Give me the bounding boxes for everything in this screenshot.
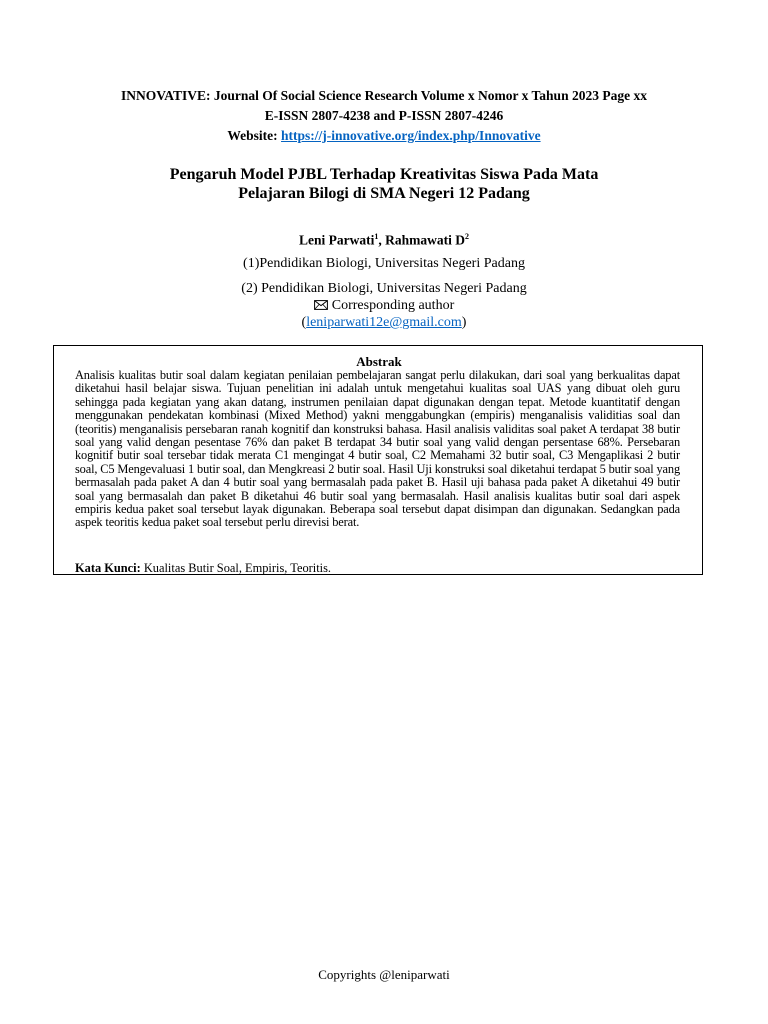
journal-header [0,86,768,146]
corresponding-author-label: Corresponding author [331,298,455,313]
abstract-body: Analisis kualitas butir soal dalam kegiatan penilaian pembelajaran sangat perlu dilakukan, dari soal yang berkualitas dapat diketahui hasil belajar siswa. Tujuan penelitian ini adalah untuk mengetahui kualitas soal UAS yang dibuat oleh guru sehingga pada kegiatan yang akan datang, instrumen penilaian dapat digunakan dengan tepat. Metode kuantitatif dengan menggunakan pendekatan kombinasi (Mixed Method) yakni menggabungkan (empiris) menganalisis validitias soal dan (teoritis) menganalisis persebaran ranah kognitif dan konstruksi bahasa. Hasil analisis validitas soal paket A terdapat 38 butir soal yang valid dengan pesentase 76% dan paket B terdapat 34 butir soal yang valid dengan persentase 68%. Persebaran kognitif butir soal tersebar tidak merata C1 mengingat 4 butir soal, C2 Memahami 32 butir soal, C3 Mengaplikasi 2 butir soal, C5 Mengevaluasi 1 butir soal, dan Mengkreasi 2 butir soal. Hasil Uji konstruksi soal diketahui terdapat 5 butir soal yang bermasalah pada paket A dan 4 butir soal yang bermasalah pada paket B. Hasil uji bahasa pada paket A diketahui 49 butir soal yang bermasalah dan paket B diketahui 46 butir soal yang bermasalah. Hasil analisis kualitas butir soal dari aspek empiris kedua paket soal tersebut layak digunakan. Beberapa soal tersebut dapat disimpan dan digunakan. Sedangkan pada aspek teoritis kedua paket soal tersebut perlu direvisi berat. [75,368,680,530]
author-list [0,228,768,250]
affiliation-2: (2) Pendidikan Biologi, Universitas Negeri Padang [241,281,527,296]
paper-title-line-2: Pelajaran Bilogi di SMA Negeri 12 Padang [238,185,530,202]
paper-title-line-1: Pengaruh Model PJBL Terhadap Kreativitas Siswa Pada Mata [169,166,599,183]
author-separator: , [378,232,386,248]
website-link[interactable]: https://j-innovative.org/index.php/Innovative [281,128,541,143]
author-email-link[interactable]: leniparwati12e@gmail.com [306,315,462,330]
email-close-paren: ) [461,315,467,330]
author-1-affiliation-mark: 1 [374,232,379,241]
journal-info-line: INNOVATIVE: Journal Of Social Science Research Volume x Nomor x Tahun 2023 Page xx [121,88,647,103]
website-label: Website: [227,128,282,143]
author-email-line [0,314,768,331]
author-2-affiliation-mark: 2 [465,232,469,241]
website-line [0,126,768,146]
affiliation-1: (1)Pendidikan Biologi, Universitas Negeri Padang [243,256,525,271]
abstract-heading: Abstrak [356,354,402,369]
issn-line: E-ISSN 2807-4238 and P-ISSN 2807-4246 [264,108,504,123]
keywords-label: Kata Kunci: [75,561,141,575]
email-open-paren: ( [301,315,307,330]
author-1-name: Leni Parwati [299,232,375,248]
abstract-box [53,345,703,575]
keywords-line [75,561,680,575]
copyright-footer: Copyrights @leniparwati [318,967,450,982]
keywords-list: Kualitas Butir Soal, Empiris, Teoritis. [140,561,332,575]
corresponding-author [0,297,768,314]
author-2-name: Rahmawati D [385,232,465,248]
affiliation-2-block [0,280,768,331]
paper-title [0,165,768,203]
envelope-icon [314,300,328,310]
